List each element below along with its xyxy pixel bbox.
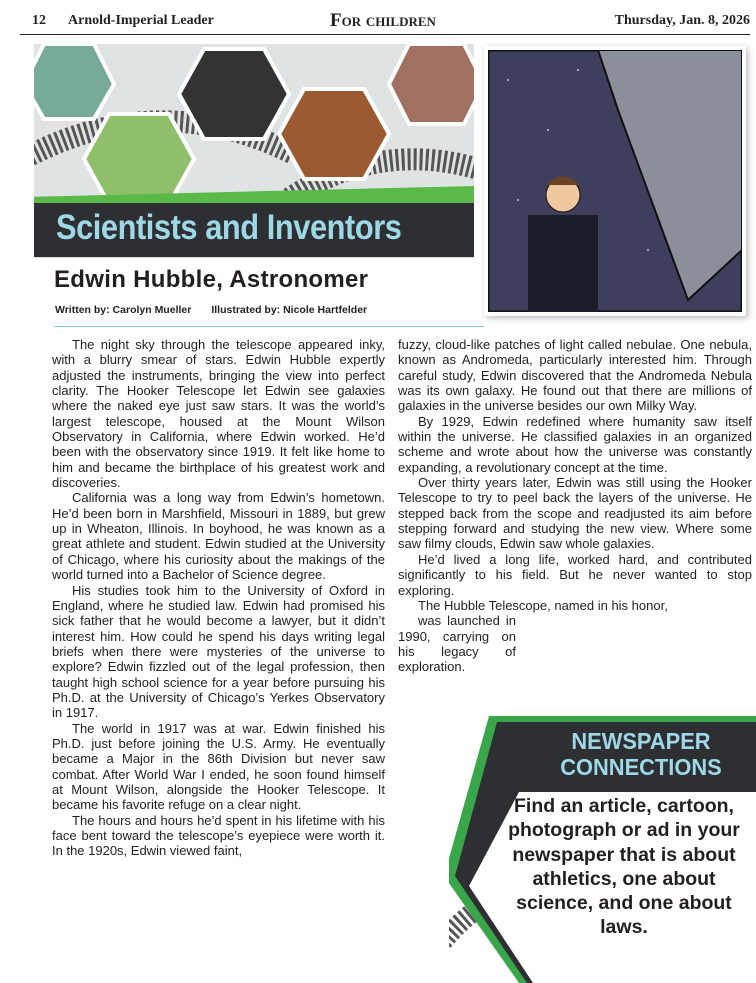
connections-prompt: Find an article, cartoon, photograph or ad in your newspaper that is about athletics, one about science, and one about laws. <box>508 795 740 939</box>
illustrator: Illustrated by: Nicole Hartfelder <box>211 304 368 316</box>
connections-title-line2: CONNECTIONS <box>560 754 722 780</box>
author: Written by: Carolyn Mueller <box>55 304 192 316</box>
connections-title-line1: NEWSPAPER <box>571 728 711 754</box>
hubble-illustration <box>484 46 746 316</box>
divider <box>54 326 484 327</box>
paragraph: The Hubble Telescope, named in his honor, <box>418 597 668 613</box>
paragraph: The world in 1917 was at war. Edwin finished his Ph.D. just before joining the U.S. Army. He eventually became a Major in the 86th Division but never saw combat. After World War I ended, he soon found himself at Mount Wilson, alongside the Hooker Telescope. It became his favorite refuge on a clear night. <box>52 720 385 813</box>
paragraph: fuzzy, cloud-like patches of light called nebulae. One nebula, known as Andromeda, particularly interested him. Through careful study, Edwin discovered that the Andromeda Nebula was its own galaxy. He found out that there are millions of galaxies in the universe besides our own Milky Way. <box>398 337 752 414</box>
paragraph: California was a long way from Edwin’s hometown. He’d been born in Marshfield, Missouri in 1889, but grew up in Wheaton, Illinois. In boyhood, he was known as a great athlete and student. Edwin studied at the University of Chicago, where his curiosity about the makings of the world turned into a Bachelor of Science degree. <box>52 490 385 583</box>
paragraph: was launched in 1990, carrying on his legacy of exploration. <box>398 613 516 675</box>
paragraph: The hours and hours he’d spent in his lifetime with his face bent toward the telescope’s eyepiece were worth it. In the 1920s, Edwin viewed faint, <box>52 812 385 859</box>
byline <box>55 304 367 316</box>
connections-title <box>560 728 721 780</box>
newspaper-connections-box <box>449 716 756 983</box>
paragraph: He’d lived a long life, worked hard, and contributed significantly to his field. But he never wanted to stop exploring. <box>398 551 752 598</box>
article-column-2 <box>398 337 752 675</box>
paragraph: Over thirty years later, Edwin was still using the Hooker Telescope to try to peel back the layers of the universe. He stepped back from the scope and readjusted its aim before stepping forward and studying the new view. Where some saw filmy clouds, Edwin saw whole galaxies. <box>398 475 752 552</box>
page-header <box>20 10 750 35</box>
article-column-1 <box>52 337 385 859</box>
paragraph: The night sky through the telescope appeared inky, with a blurry smear of stars. Edwin Hubble expertly adjusted the instruments, bringing the view into perfect clarity. The Hooker Telescope let Edwin see galaxies where the naked eye just saw stars. It was the world’s largest telescope, housed at the Mount Wilson Observatory in California, where Edwin worked. He’d been with the observatory since 1919. It felt like home to him and became the birthplace of his greatest work and discoveries. <box>52 337 385 491</box>
series-title: Scientists and Inventors <box>56 208 402 247</box>
page-number: 12 <box>32 13 46 28</box>
issue-date: Thursday, Jan. 8, 2026 <box>614 13 750 28</box>
section-title: For children <box>330 10 436 31</box>
paragraph: His studies took him to the University of Oxford in England, where he studied law. Edwin had promised his sick father that he would become a lawyer, but it didn’t interest him. How could he spend his days writing legal briefs when there were mysteries of the universe to explore? Edwin fizzled out of the legal profession, then taught high school science for a year before pursuing his Ph.D. at the University of Chicago’s Yerkes Observatory in 1917. <box>52 582 385 721</box>
series-banner <box>34 203 474 257</box>
newspaper-name: Arnold-Imperial Leader <box>68 13 214 28</box>
article-title: Edwin Hubble, Astronomer <box>54 266 369 293</box>
paragraph: By 1929, Edwin redefined where humanity saw itself within the universe. He classified galaxies in an organized scheme and wrote about how the universe was constantly expanding, a revolutionary concept at the time. <box>398 413 752 475</box>
